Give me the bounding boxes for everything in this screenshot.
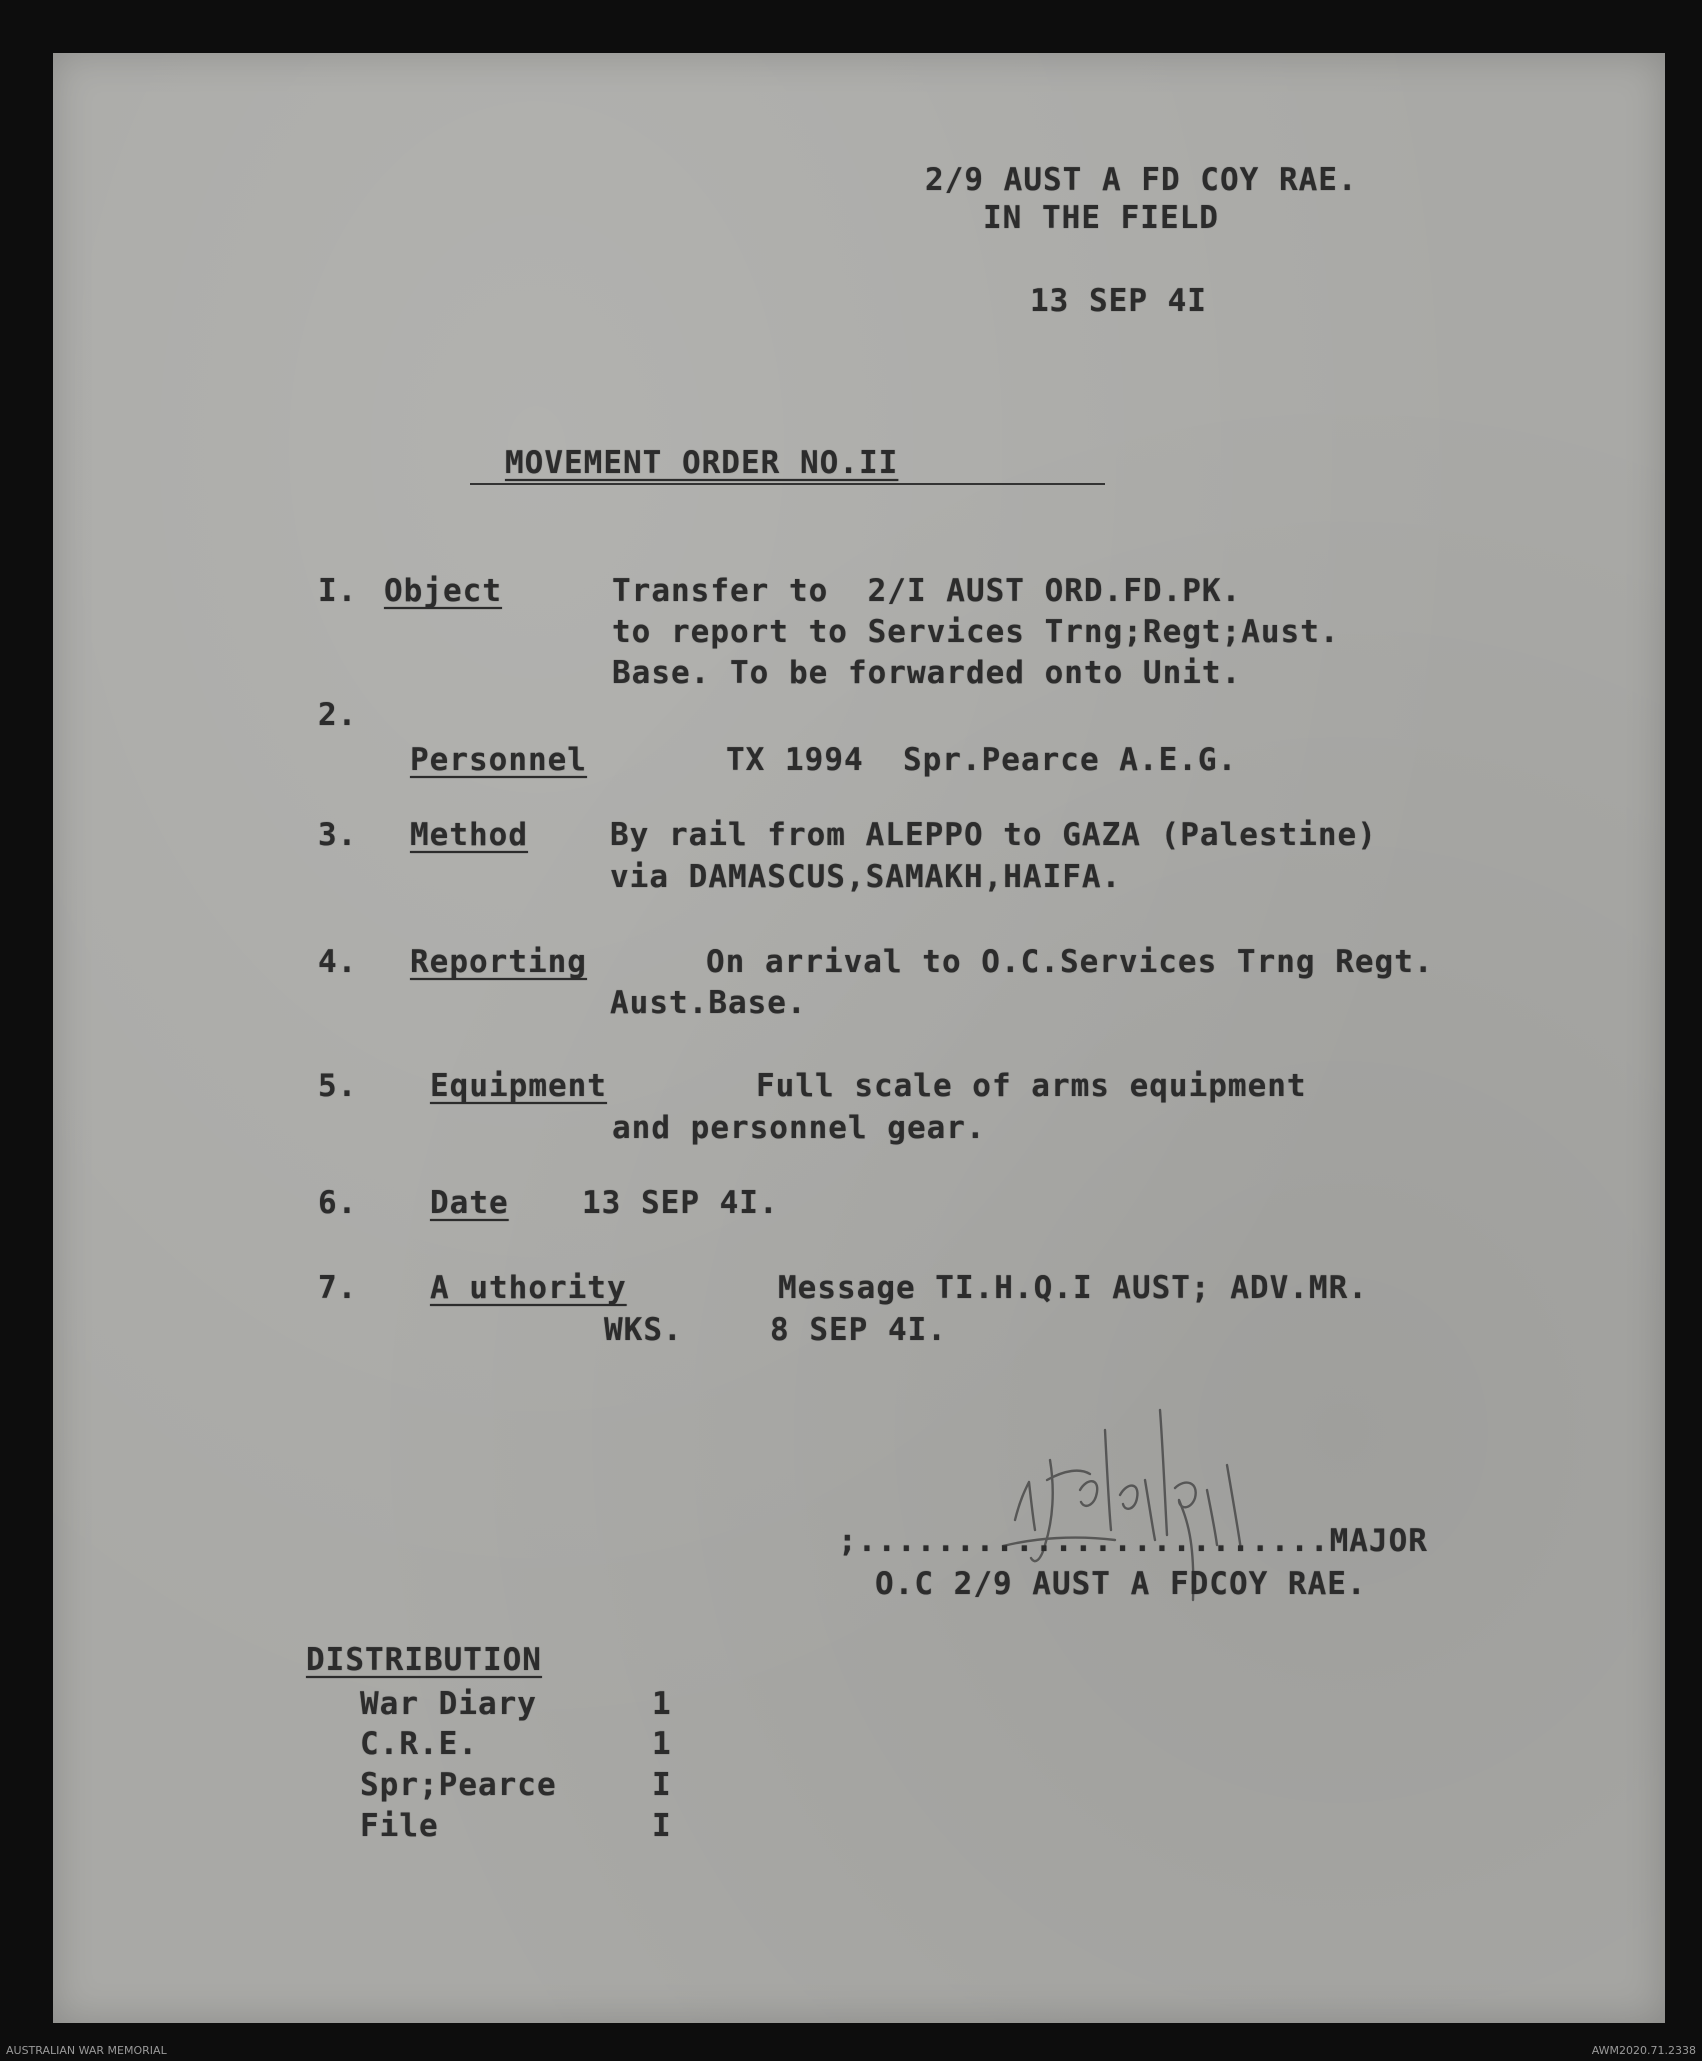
item-text-line: Message TI.H.Q.I AUST; ADV.MR.	[778, 1270, 1368, 1306]
item-text-line: via DAMASCUS,SAMAKH,HAIFA.	[610, 859, 1122, 895]
distribution-recipient: File	[360, 1808, 439, 1844]
item-label: Equipment	[430, 1068, 607, 1104]
item-number: 6.	[318, 1185, 358, 1221]
item-number: 5.	[318, 1068, 358, 1104]
item-text-line: On arrival to O.C.Services Trng Regt.	[706, 944, 1434, 980]
document-sheet	[53, 53, 1665, 2023]
item-label: A uthority	[430, 1270, 627, 1306]
distribution-recipient: C.R.E.	[360, 1726, 478, 1762]
distribution-heading: DISTRIBUTION	[306, 1642, 542, 1678]
item-number: 3.	[318, 817, 358, 853]
distribution-count: I	[652, 1767, 672, 1803]
item-label: Reporting	[410, 944, 587, 980]
distribution-recipient: Spr;Pearce	[360, 1767, 557, 1803]
item-number: 2.	[318, 697, 358, 733]
item-text-line: Transfer to 2/I AUST ORD.FD.PK.	[612, 573, 1242, 609]
archive-reference: AWM2020.71.2338	[1591, 2044, 1696, 2057]
item-text-line: to report to Services Trng;Regt;Aust.	[612, 614, 1340, 650]
unit-heading: 2/9 AUST A FD COY RAE.	[925, 162, 1358, 198]
item-label-continuation: WKS.	[604, 1312, 683, 1348]
signatory-title: O.C 2/9 AUST A FDCOY RAE.	[875, 1566, 1367, 1602]
item-text-line: Base. To be forwarded onto Unit.	[612, 655, 1242, 691]
item-label: Method	[410, 817, 528, 853]
item-label: Personnel	[410, 742, 587, 778]
item-number: I.	[318, 573, 358, 609]
signature-line: ;........................MAJOR	[838, 1523, 1428, 1559]
distribution-recipient: War Diary	[360, 1686, 537, 1722]
document-date: 13 SEP 4I	[1030, 283, 1207, 319]
item-text-line: 13 SEP 4I.	[582, 1185, 779, 1221]
item-text-line: By rail from ALEPPO to GAZA (Palestine)	[610, 817, 1377, 853]
distribution-count: 1	[652, 1686, 672, 1722]
item-text-line: Aust.Base.	[610, 985, 807, 1021]
item-text-line: 8 SEP 4I.	[770, 1312, 947, 1348]
archive-credit: AUSTRALIAN WAR MEMORIAL	[6, 2044, 167, 2057]
item-label: Object	[384, 573, 502, 609]
document-title: MOVEMENT ORDER NO.II	[505, 445, 899, 481]
distribution-count: 1	[652, 1726, 672, 1762]
item-number: 7.	[318, 1270, 358, 1306]
item-number: 4.	[318, 944, 358, 980]
item-label: Date	[430, 1185, 509, 1221]
item-text-line: TX 1994 Spr.Pearce A.E.G.	[726, 742, 1238, 778]
title-underline	[470, 483, 1105, 485]
item-text-line: Full scale of arms equipment	[756, 1068, 1307, 1104]
distribution-count: I	[652, 1808, 672, 1844]
handwritten-signature	[995, 1370, 1325, 1670]
item-text-line: and personnel gear.	[612, 1110, 986, 1146]
location-heading: IN THE FIELD	[983, 200, 1219, 236]
